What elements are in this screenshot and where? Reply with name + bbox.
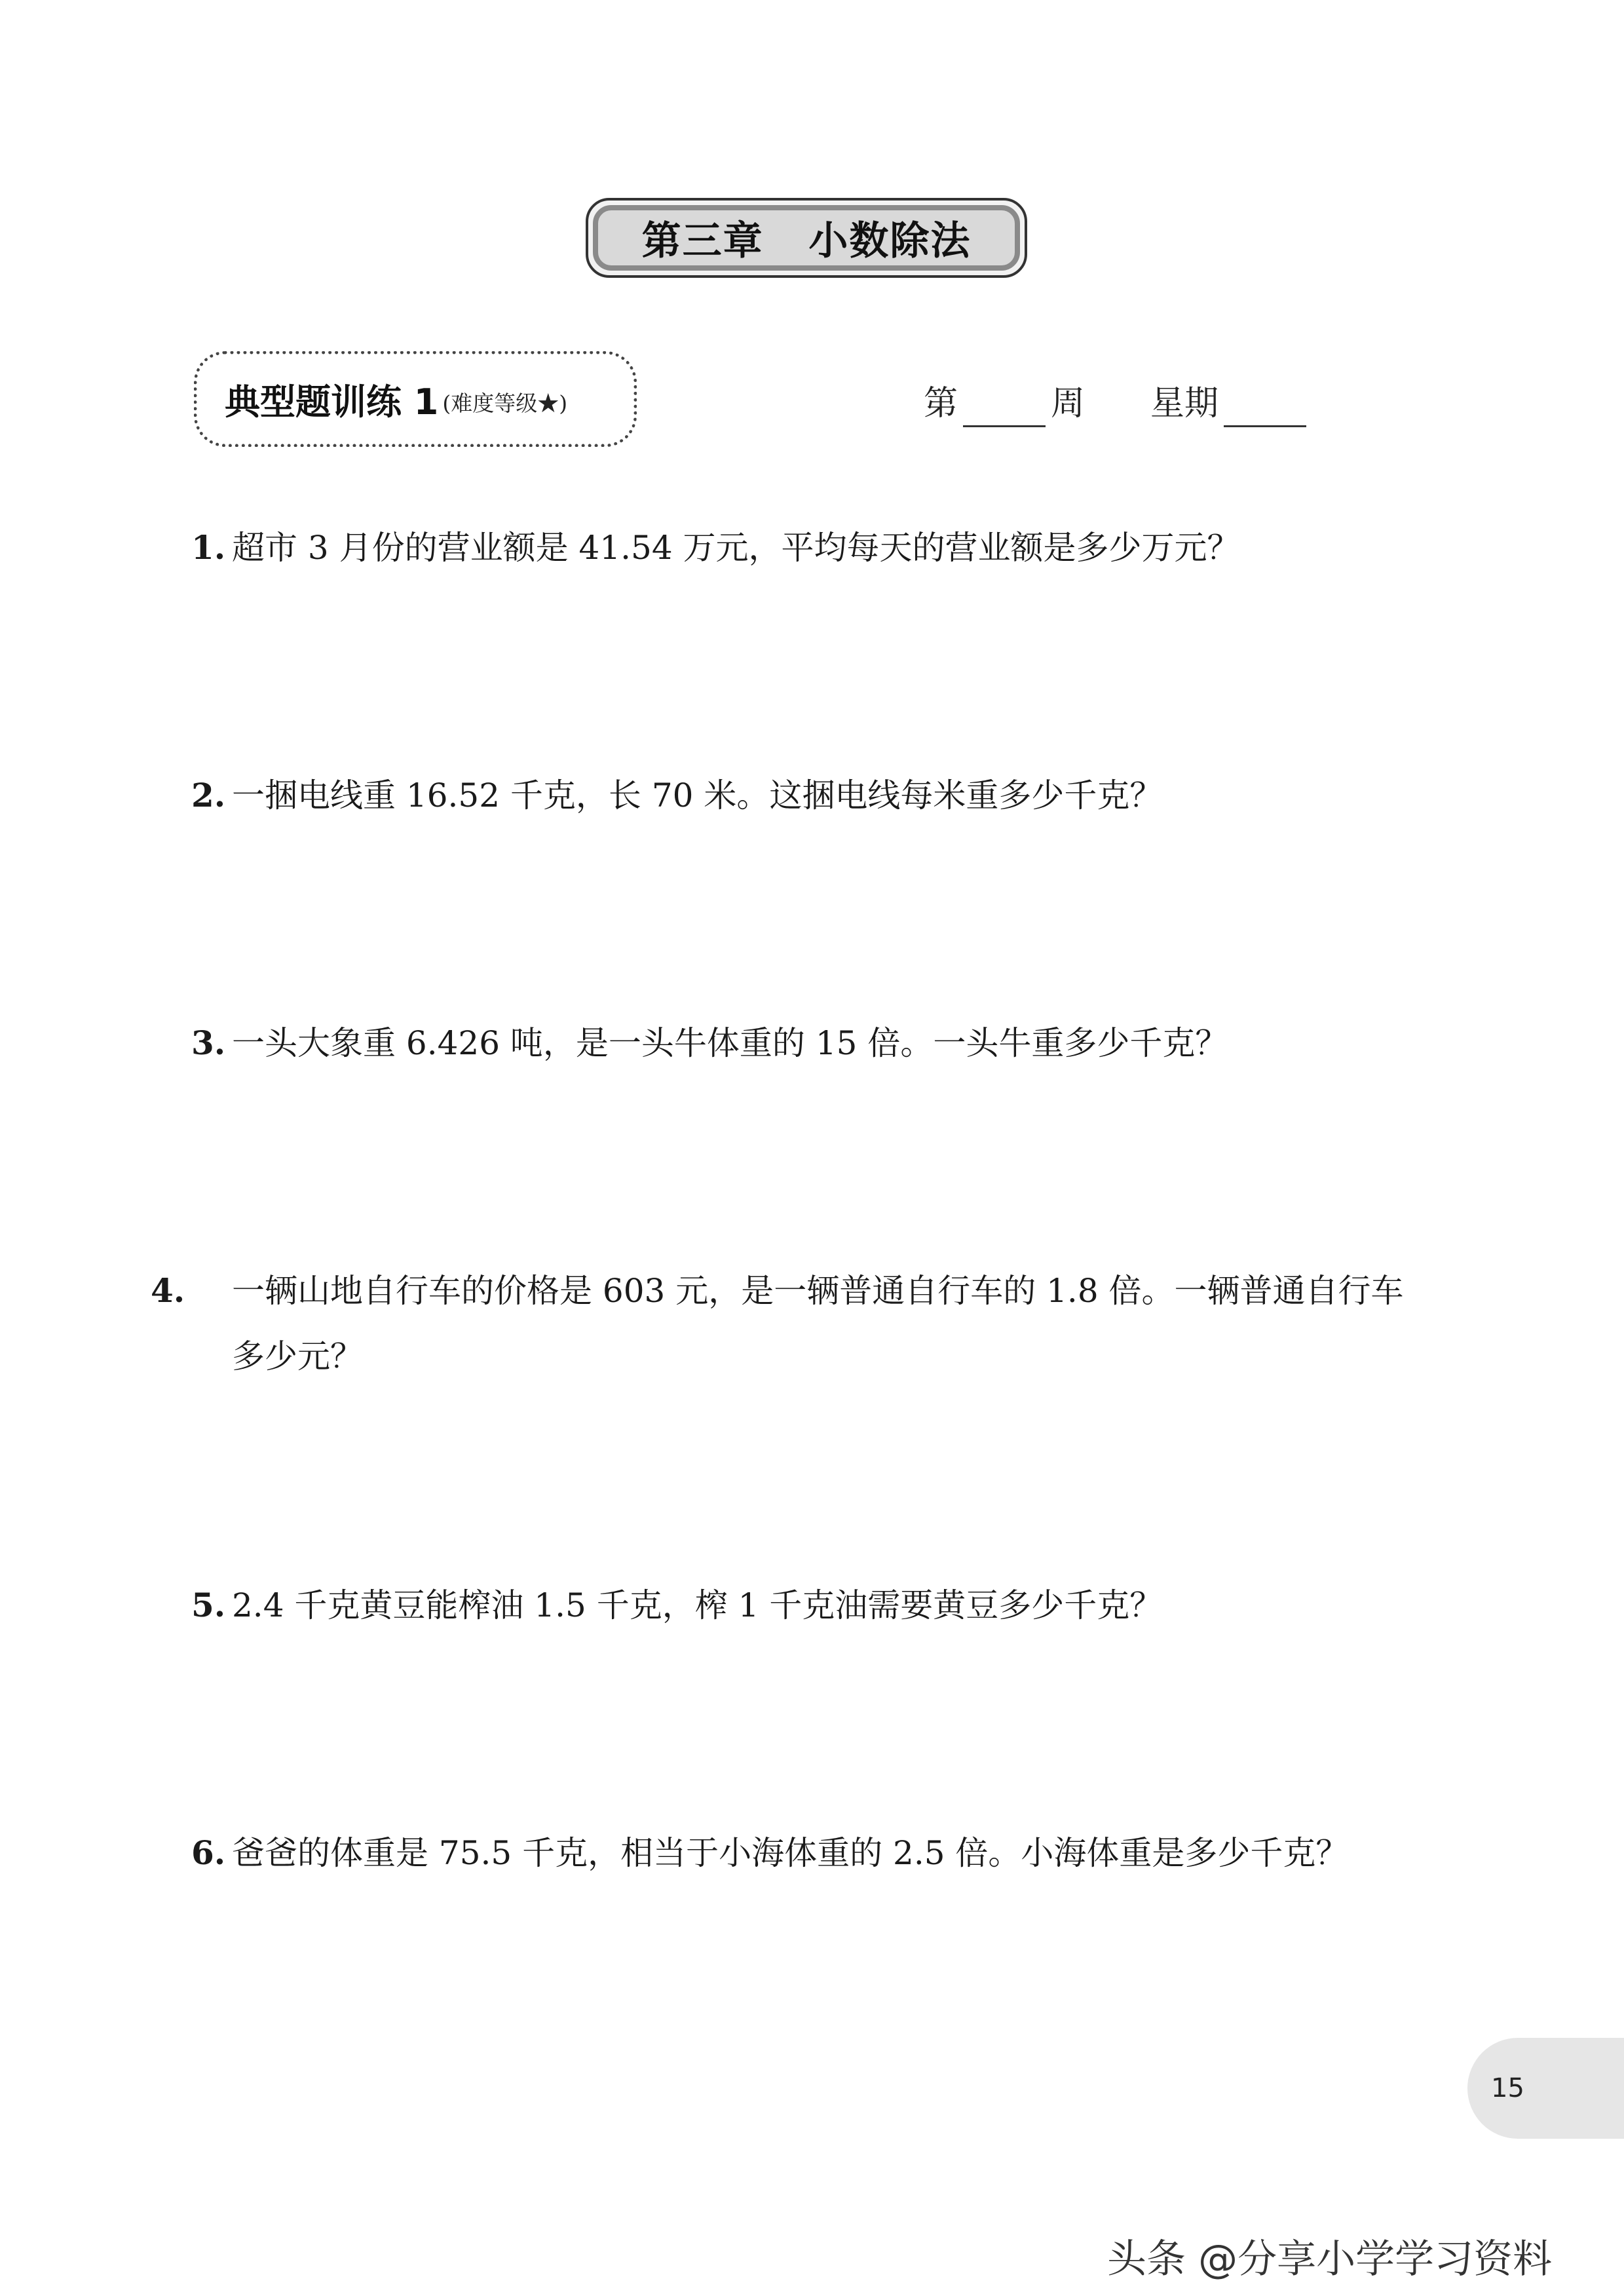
weekday-label: 星期: [1150, 384, 1219, 423]
problem-number: 1.: [191, 528, 226, 567]
problem-text: 一辆山地自行车的价格是 603 元，是一辆普通自行车的 1.8 倍。一辆普通自行车多少元？: [232, 1272, 1404, 1375]
date-fields: [924, 372, 1312, 425]
chapter-banner: [586, 198, 1027, 278]
problem-number: 6.: [191, 1833, 226, 1872]
weekday-blank-field[interactable]: [1224, 391, 1306, 427]
week-blank-field[interactable]: [963, 391, 1046, 427]
page-number: 15: [1491, 2073, 1524, 2103]
problem-text: 一头大象重 6.426 吨，是一头牛体重的 15 倍。一头牛重多少千克？: [232, 1024, 1228, 1062]
problem-text: 爸爸的体重是 75.5 千克，相当于小海体重的 2.5 倍。小海体重是多少千克？: [232, 1834, 1349, 1872]
chapter-banner-inner: [593, 205, 1020, 271]
problem-item: [191, 515, 1436, 581]
problem-number: 2.: [191, 776, 226, 814]
week-suffix-label: 周: [1051, 384, 1086, 423]
difficulty-note: (难度等级★): [442, 390, 568, 416]
problem-item: [191, 1573, 1436, 1638]
section-label-box: [194, 351, 637, 447]
problem-item: [191, 1820, 1436, 1886]
problem-text: 超市 3 月份的营业额是 41.54 万元，平均每天的营业额是多少万元？: [232, 529, 1240, 567]
problem-text: 一捆电线重 16.52 千克，长 70 米。这捆电线每米重多少千克？: [232, 776, 1163, 814]
chapter-title: 第三章 小数除法: [641, 218, 972, 264]
week-prefix-label: 第: [924, 384, 958, 423]
watermark: 头条 @分享小学学习资料: [1107, 2236, 1553, 2282]
problem-number: 4.: [151, 1271, 185, 1310]
section-title: 典型题训练 1: [225, 381, 439, 423]
problem-item: [191, 763, 1436, 828]
problem-number: 3.: [191, 1024, 226, 1062]
problem-text: 2.4 千克黄豆能榨油 1.5 千克，榨 1 千克油需要黄豆多少千克？: [232, 1586, 1163, 1624]
page-number-tab: [1467, 2038, 1624, 2139]
problem-item: [191, 1010, 1436, 1076]
problem-number: 5.: [191, 1586, 226, 1624]
problem-item: [151, 1258, 1436, 1389]
